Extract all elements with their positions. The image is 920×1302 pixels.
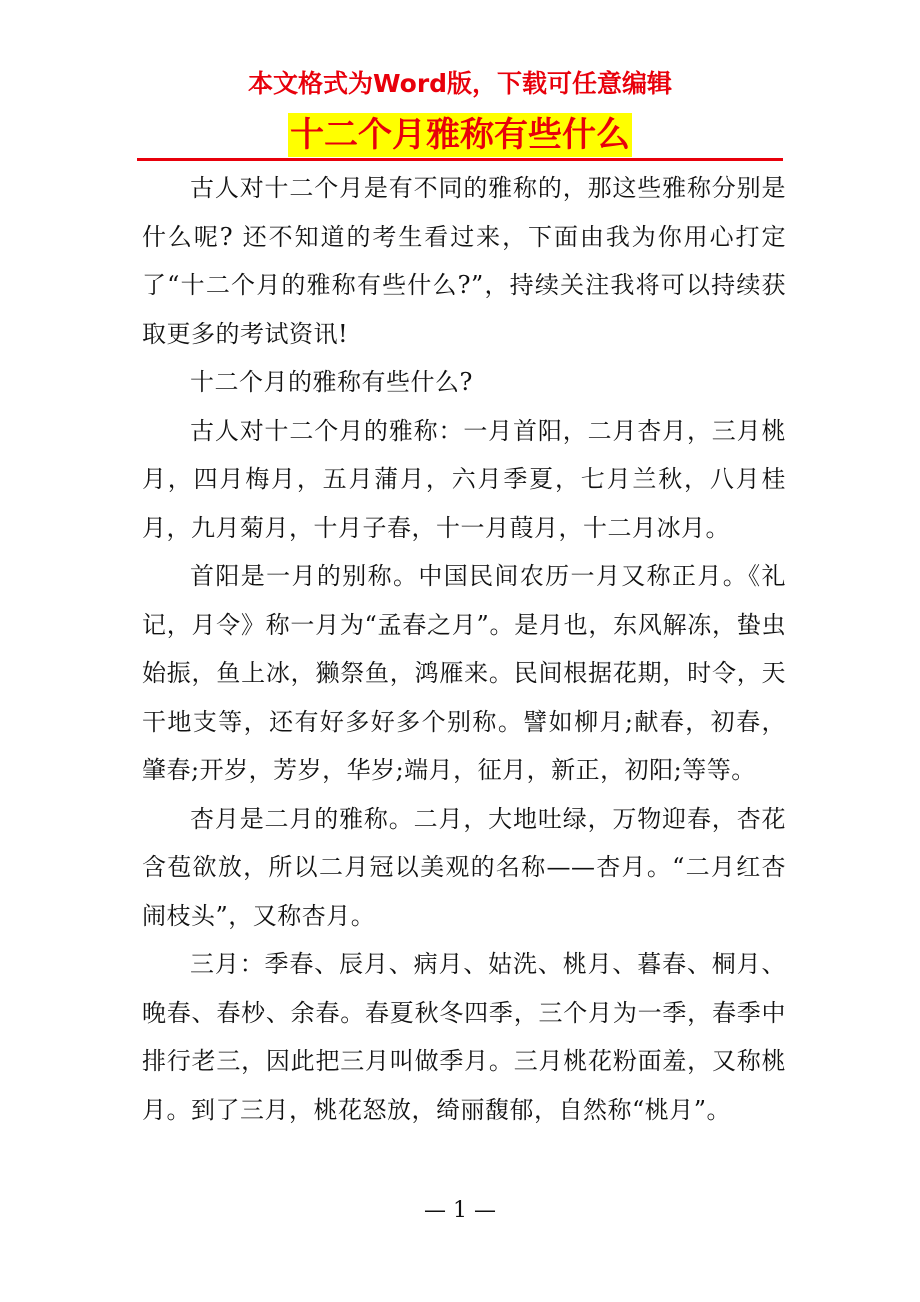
paragraph-first-month: 首阳是一月的别称。中国民间农历一月又称正月。《礼记，月令》称一月为“孟春之月”。是月也，东风解冻，蛰虫始振，鱼上冰，獭祭鱼，鸿雁来。民间根据花期，时令，天干地支等，还有好多好多个别称。譬如柳月;献春，初春，肇春;开岁，芳岁，华岁;端月，征月，新正，初阳;等等。 [142,562,786,784]
title-divider [137,158,783,161]
paragraph-month-names: 古人对十二个月的雅称：一月首阳，二月杏月，三月桃月，四月梅月，五月蒲月，六月季夏，七月兰秋，八月桂月，九月菊月，十月子春，十一月葭月，十二月冰月。 [142,416,786,542]
paragraph-second-month: 杏月是二月的雅称。二月，大地吐绿，万物迎春，杏花含苞欲放，所以二月冠以美观的名称——杏月。“二月红杏闹枝头”，又称杏月。 [142,804,786,930]
document-title: 十二个月雅称有些什么 [290,115,630,155]
paragraph-third-month: 三月：季春、辰月、病月、姑洗、桃月、暮春、桐月、晚春、春杪、余春。春夏秋冬四季，三个月为一季，春季中排行老三，因此把三月叫做季月。三月桃花粉面羞，又称桃月。到了三月，桃花怒放，绮丽馥郁，自然称“桃月”。 [142,950,786,1124]
title-container [0,113,920,157]
document-body [142,164,786,1134]
format-notice: 本文格式为Word版，下载可任意编辑 [247,69,673,98]
paragraph-question: 十二个月的雅称有些什么? [190,368,473,396]
paragraph-intro: 古人对十二个月是有不同的雅称的，那这些雅称分别是什么呢? 还不知道的考生看过来，下面由我为你用心打定了“十二个月的雅称有些什么?”，持续关注我将可以持续获取更多的考试资讯! [142,174,786,348]
page-number: — 1 — [424,1198,496,1223]
